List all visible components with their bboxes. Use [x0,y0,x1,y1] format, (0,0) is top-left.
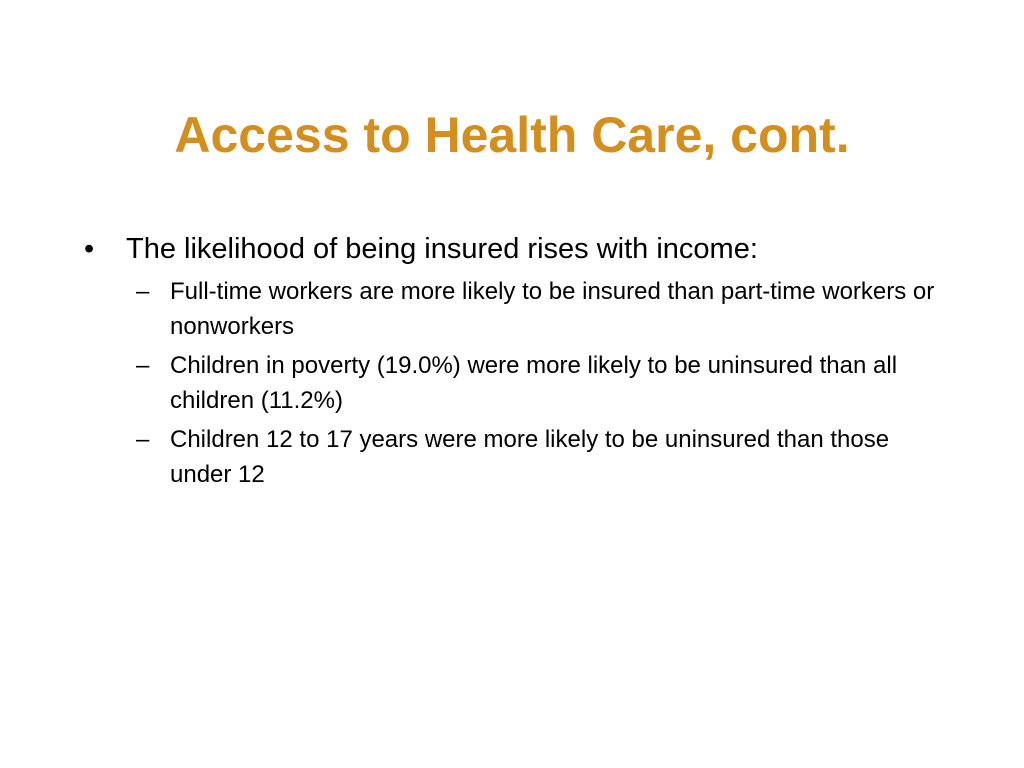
sub-bullet-text: Children in poverty (19.0%) were more likely to be uninsured than all children (11.2%) [170,352,898,414]
sub-bullet-text: Children 12 to 17 years were more likely to be uninsured than those under 12 [170,426,890,488]
sub-bullet-item [136,422,954,492]
dash-marker: – [136,426,150,453]
slide-title: Access to Health Care, cont. [174,107,850,163]
sub-bullet-list [84,274,954,492]
bullet-text: The likelihood of being insured rises with income: [126,233,758,265]
bullet-marker: • [84,233,95,265]
sub-bullet-item [136,348,954,418]
sub-bullet-text: Full-time workers are more likely to be insured than part-time workers or nonworkers [170,278,935,340]
slide-content [84,228,954,492]
dash-marker: – [136,352,150,379]
dash-marker: – [136,278,150,305]
sub-bullet-item [136,274,954,344]
bullet-item [84,228,954,270]
